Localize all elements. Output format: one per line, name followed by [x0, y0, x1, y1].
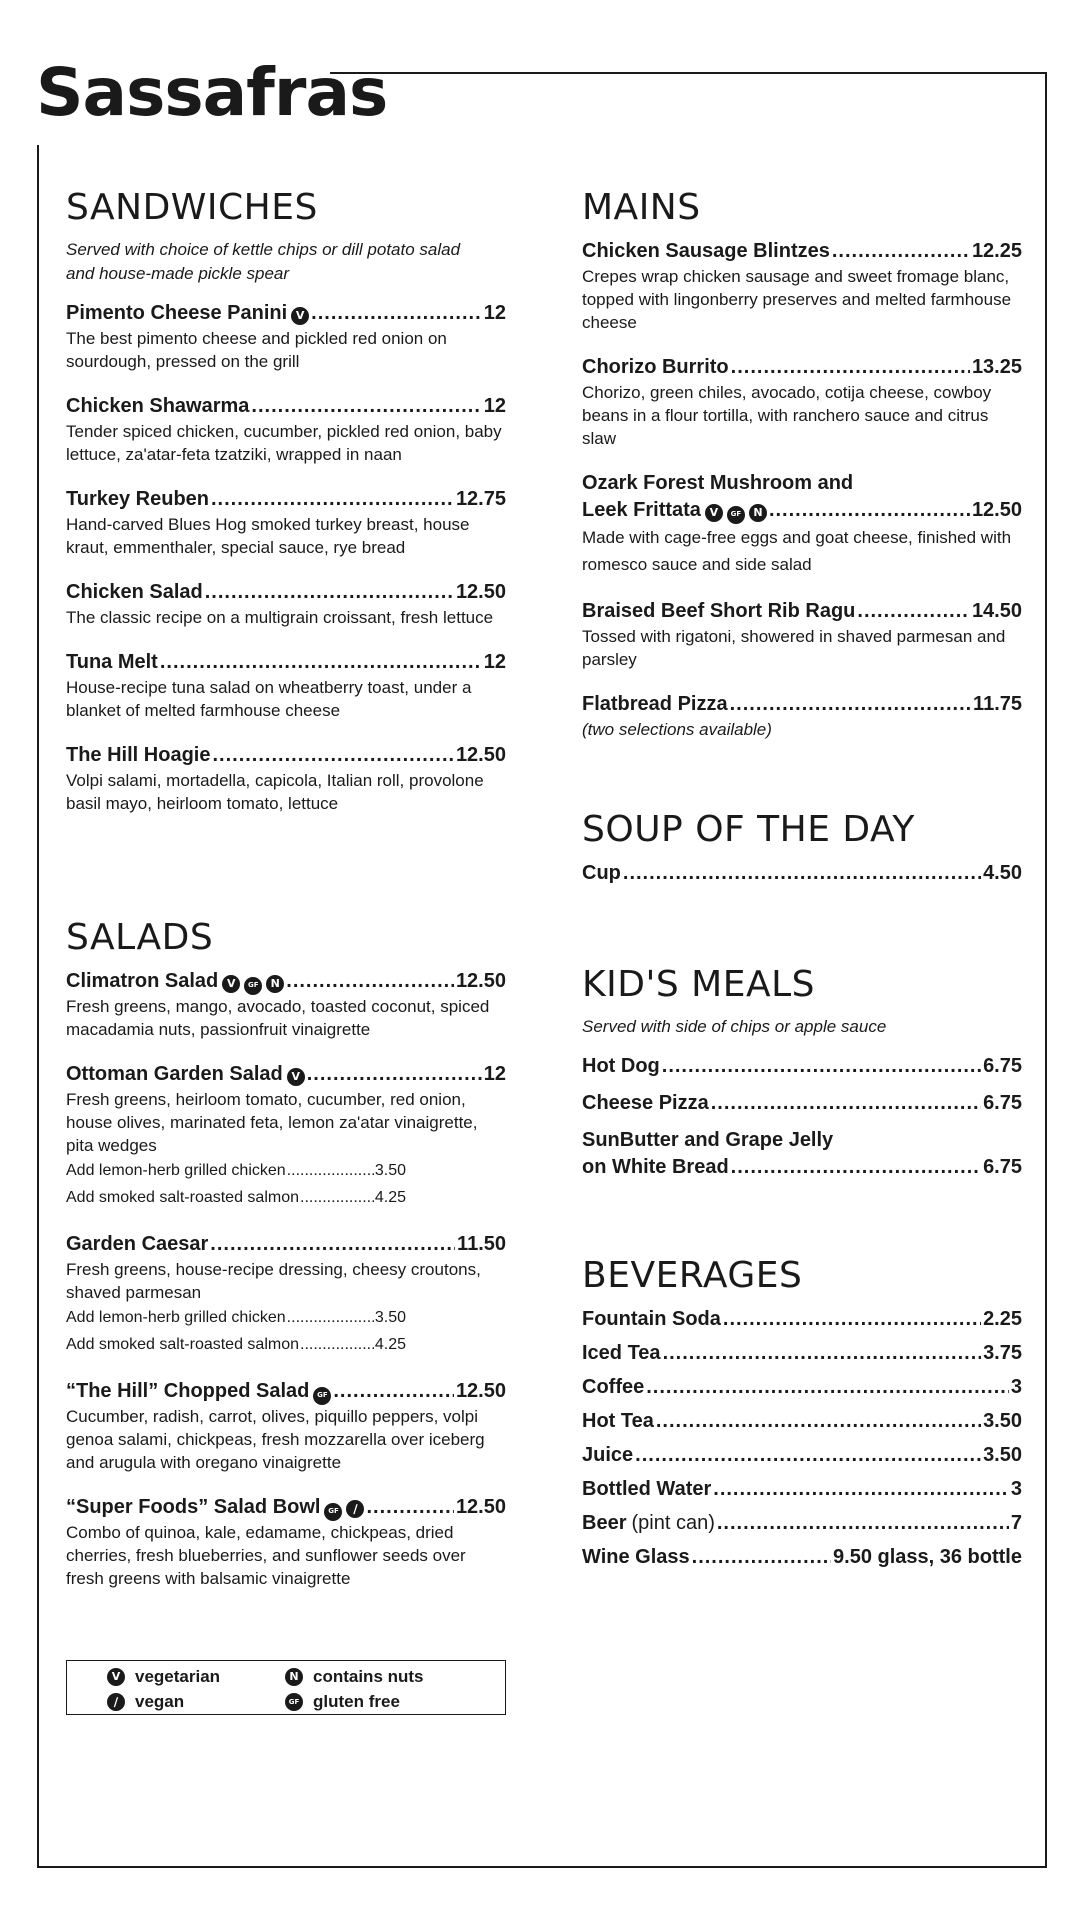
gluten-free-icon: GF: [313, 1387, 331, 1405]
section-title: SALADS: [66, 917, 214, 958]
item-price: 12.50: [455, 1496, 506, 1518]
vegetarian-icon: V: [222, 975, 240, 993]
menu-item: [66, 300, 506, 373]
menu-item: [582, 1340, 1022, 1367]
section-title: SANDWICHES: [66, 187, 318, 228]
item-name: Braised Beef Short Rib Ragu: [582, 600, 856, 622]
dot-leader: [832, 238, 970, 265]
addon-option: [66, 1304, 406, 1331]
item-description: Combo of quinoa, kale, edamame, chickpeas, dried cherries, fresh blueberries, and sunflower seeds over fresh greens with balsamic vinaigrette: [66, 1523, 466, 1588]
menu-item: [582, 1127, 1022, 1181]
section-soup: [582, 809, 1022, 897]
item-price: 12.75: [455, 488, 506, 510]
item-name: Garden Caesar: [66, 1233, 209, 1255]
menu-item: [66, 579, 506, 629]
item-price: 3: [1010, 1376, 1022, 1398]
item-price: 14.50: [971, 600, 1022, 622]
menu-item: [582, 691, 1022, 741]
addon-price: 3.50: [374, 1162, 406, 1179]
menu-item: [582, 354, 1022, 450]
menu-item: [582, 1510, 1022, 1537]
section-title: BEVERAGES: [582, 1255, 803, 1296]
contains-nuts-icon: N: [266, 975, 284, 993]
item-price: 6.75: [983, 1055, 1022, 1077]
menu-item: [582, 1476, 1022, 1503]
item-description: Crepes wrap chicken sausage and sweet fromage blanc, topped with lingonberry preserves and melted farmhouse cheese: [582, 267, 1012, 332]
item-name: Ottoman Garden Salad: [66, 1063, 283, 1085]
addon-price: 4.25: [374, 1336, 406, 1353]
legend-label: vegetarian: [135, 1666, 221, 1686]
item-price: 9.50 glass, 36 bottle: [833, 1546, 1022, 1568]
item-price: 12.50: [455, 970, 506, 992]
menu-item: [66, 649, 506, 722]
item-price: 12.25: [971, 240, 1022, 262]
item-name: Ozark Forest Mushroom and: [582, 472, 854, 494]
menu-item: [66, 486, 506, 559]
menu-item: [66, 968, 506, 1041]
dietary-legend: [66, 1660, 506, 1715]
item-description: Hand-carved Blues Hog smoked turkey breast, house kraut, emmenthaler, special sauce, rye bread: [66, 515, 470, 557]
item-price: 12.50: [455, 744, 506, 766]
item-price: 3.75: [983, 1342, 1022, 1364]
dot-leader: [731, 354, 970, 381]
item-price: 3.50: [983, 1410, 1022, 1432]
menu-item: [582, 1090, 1022, 1117]
item-description: Tossed with rigatoni, showered in shaved parmesan and parsley: [582, 627, 1006, 669]
item-price: 12: [483, 651, 506, 673]
dot-leader: [623, 860, 981, 887]
item-name: Climatron Salad: [66, 970, 219, 992]
item-description: Fresh greens, house-recipe dressing, cheesy croutons, shaved parmesan: [66, 1260, 481, 1302]
legend-label: contains nuts: [313, 1666, 424, 1686]
item-description: (two selections available): [582, 720, 772, 739]
section-title: SOUP OF THE DAY: [582, 809, 915, 850]
vegetarian-icon: V: [705, 504, 723, 522]
item-price: 6.75: [983, 1156, 1022, 1178]
dot-leader: [300, 1184, 374, 1211]
item-name: Flatbread Pizza: [582, 693, 728, 715]
item-name: Hot Dog: [582, 1055, 660, 1077]
item-name: Iced Tea: [582, 1342, 661, 1364]
item-name-continued: Leek Frittata: [582, 499, 701, 521]
addon-label: Add lemon-herb grilled chicken: [66, 1309, 286, 1326]
dot-leader: [857, 598, 970, 625]
dot-leader: [366, 1494, 453, 1521]
item-price: 3: [1010, 1478, 1022, 1500]
dot-leader: [662, 1053, 981, 1080]
menu-item: [582, 1442, 1022, 1469]
item-description: Made with cage-free eggs and goat cheese, finished with romesco sauce and side salad: [582, 528, 1012, 574]
item-description: Cucumber, radish, carrot, olives, piquillo peppers, volpi genoa salami, chickpeas, fresh mozzarella over iceberg and arugula with oregano vinaigrette: [66, 1407, 485, 1472]
section-title: MAINS: [582, 187, 701, 228]
vegetarian-icon: V: [287, 1068, 305, 1086]
legend-label: gluten free: [313, 1692, 400, 1712]
item-name: Pimento Cheese Panini: [66, 302, 288, 324]
dot-leader: [211, 486, 454, 513]
item-description: Tender spiced chicken, cucumber, pickled red onion, baby lettuce, za'atar-feta tzatziki, wrapped in naan: [66, 422, 502, 464]
item-name: Cheese Pizza: [582, 1092, 709, 1114]
menu-item: [66, 393, 506, 466]
section-mains: [582, 187, 1022, 761]
menu-item: [582, 860, 1022, 887]
item-name: Cup: [582, 862, 621, 884]
item-price: 12: [483, 1063, 506, 1085]
item-price: 12: [483, 395, 506, 417]
legend-nuts: [285, 1665, 465, 1689]
item-description: Fresh greens, heirloom tomato, cucumber, red onion, house olives, marinated feta, lemon za'atar vinaigrette, pita wedges: [66, 1090, 478, 1155]
dot-leader: [286, 968, 454, 995]
menu-item: [582, 1408, 1022, 1435]
item-name: Juice: [582, 1444, 634, 1466]
dot-leader: [307, 1061, 482, 1088]
menu-item: [66, 1231, 506, 1358]
vegan-leaf-icon: ∕: [346, 1500, 364, 1518]
item-name-continued: on White Bread: [582, 1156, 729, 1178]
item-name: Bottled Water: [582, 1478, 712, 1500]
dot-leader: [663, 1340, 982, 1367]
item-price: 12.50: [971, 499, 1022, 521]
section-beverages: [582, 1255, 1022, 1578]
dot-leader: [635, 1442, 981, 1469]
item-description: The best pimento cheese and pickled red onion on sourdough, pressed on the grill: [66, 329, 447, 371]
addon-label: Add lemon-herb grilled chicken: [66, 1162, 286, 1179]
item-price: 11.75: [973, 693, 1022, 715]
item-name: “The Hill” Chopped Salad: [66, 1380, 310, 1402]
item-price: 7: [1010, 1512, 1022, 1534]
dot-leader: [210, 1231, 455, 1258]
item-name: Tuna Melt: [66, 651, 158, 673]
item-name: Coffee: [582, 1376, 645, 1398]
item-description: Chorizo, green chiles, avocado, cotija cheese, cowboy beans in a flour tortilla, with ranchero sauce and citrus slaw: [582, 383, 992, 448]
menu-item: [582, 1374, 1022, 1401]
menu-item: [66, 1494, 506, 1590]
dot-leader: [713, 1476, 1009, 1503]
item-name: Wine Glass: [582, 1546, 690, 1568]
item-name: Chorizo Burrito: [582, 356, 729, 378]
legend-gluten-free: [285, 1691, 465, 1715]
item-price: 12.50: [455, 581, 506, 603]
dot-leader: [717, 1510, 1009, 1537]
item-name: Hot Tea: [582, 1410, 654, 1432]
item-name: Fountain Soda: [582, 1308, 721, 1330]
dot-leader: [723, 1306, 981, 1333]
menu-item: [582, 1544, 1022, 1571]
item-name: Chicken Sausage Blintzes: [582, 240, 830, 262]
menu-item: [582, 598, 1022, 671]
addon-price: 3.50: [374, 1309, 406, 1326]
dot-leader: [300, 1331, 374, 1358]
item-name: The Hill Hoagie: [66, 744, 211, 766]
menu-item: [66, 1378, 506, 1474]
addon-option: [66, 1157, 406, 1184]
legend-vegetarian: [107, 1665, 285, 1689]
item-name: SunButter and Grape Jelly: [582, 1129, 834, 1151]
menu-item: [66, 742, 506, 815]
contains-nuts-icon: N: [749, 504, 767, 522]
vegetarian-icon: V: [291, 307, 309, 325]
dot-leader: [731, 1154, 981, 1181]
addon-option: [66, 1331, 406, 1358]
item-price: 6.75: [983, 1092, 1022, 1114]
dot-leader: [656, 1408, 981, 1435]
dot-leader: [311, 300, 482, 327]
menu-item: [66, 1061, 506, 1211]
item-name: Chicken Salad: [66, 581, 203, 603]
addon-label: Add smoked salt-roasted salmon: [66, 1189, 299, 1206]
dot-leader: [711, 1090, 981, 1117]
item-price: 4.50: [983, 862, 1022, 884]
legend-vegan: [107, 1691, 285, 1715]
section-sandwiches: [66, 187, 506, 835]
section-title: KID'S MEALS: [582, 964, 815, 1005]
vegetarian-icon: V: [107, 1668, 125, 1686]
gluten-free-icon: GF: [244, 977, 262, 995]
gluten-free-icon: GF: [727, 506, 745, 524]
item-name-note: (pint can): [631, 1512, 715, 1534]
menu-item: [582, 470, 1022, 578]
item-description: The classic recipe on a multigrain croissant, fresh lettuce: [66, 608, 494, 627]
item-price: 13.25: [971, 356, 1022, 378]
item-description: Volpi salami, mortadella, capicola, Italian roll, provolone basil mayo, heirloom tomato, lettuce: [66, 771, 484, 813]
dot-leader: [287, 1304, 374, 1331]
contains-nuts-icon: N: [285, 1668, 303, 1686]
item-price: 11.50: [457, 1233, 506, 1255]
dot-leader: [251, 393, 481, 420]
item-description: Fresh greens, mango, avocado, toasted coconut, spiced macadamia nuts, passionfruit vinaigrette: [66, 997, 490, 1039]
item-description: House-recipe tuna salad on wheatberry toast, under a blanket of melted farmhouse cheese: [66, 678, 472, 720]
gluten-free-icon: GF: [324, 1503, 342, 1521]
dot-leader: [692, 1544, 831, 1571]
dot-leader: [333, 1378, 454, 1405]
dot-leader: [205, 579, 454, 606]
addon-option: [66, 1184, 406, 1211]
menu-item: [582, 238, 1022, 334]
restaurant-title: Sassafras: [36, 54, 388, 131]
item-price: 3.50: [983, 1444, 1022, 1466]
section-kids-meals: [582, 964, 1022, 1181]
addon-price: 4.25: [374, 1189, 406, 1206]
vegan-leaf-icon: ∕: [107, 1693, 125, 1711]
menu-item: [582, 1053, 1022, 1080]
addon-label: Add smoked salt-roasted salmon: [66, 1336, 299, 1353]
section-salads: [66, 917, 506, 1610]
dot-leader: [646, 1374, 1009, 1401]
legend-label: vegan: [135, 1692, 185, 1712]
dot-leader: [769, 497, 970, 524]
dot-leader: [730, 691, 971, 718]
item-price: 12: [483, 302, 506, 324]
item-price: 2.25: [983, 1308, 1022, 1330]
item-name: Turkey Reuben: [66, 488, 209, 510]
gluten-free-icon: GF: [285, 1693, 303, 1711]
dot-leader: [287, 1157, 374, 1184]
item-name: Beer: [582, 1512, 627, 1534]
section-note: Served with choice of kettle chips or dill potato salad and house-made pickle spear: [66, 240, 461, 283]
dot-leader: [160, 649, 482, 676]
item-price: 12.50: [455, 1380, 506, 1402]
item-name: Chicken Shawarma: [66, 395, 250, 417]
section-note: Served with side of chips or apple sauce: [582, 1017, 887, 1036]
item-name: “Super Foods” Salad Bowl: [66, 1496, 321, 1518]
dot-leader: [212, 742, 453, 769]
menu-item: [582, 1306, 1022, 1333]
